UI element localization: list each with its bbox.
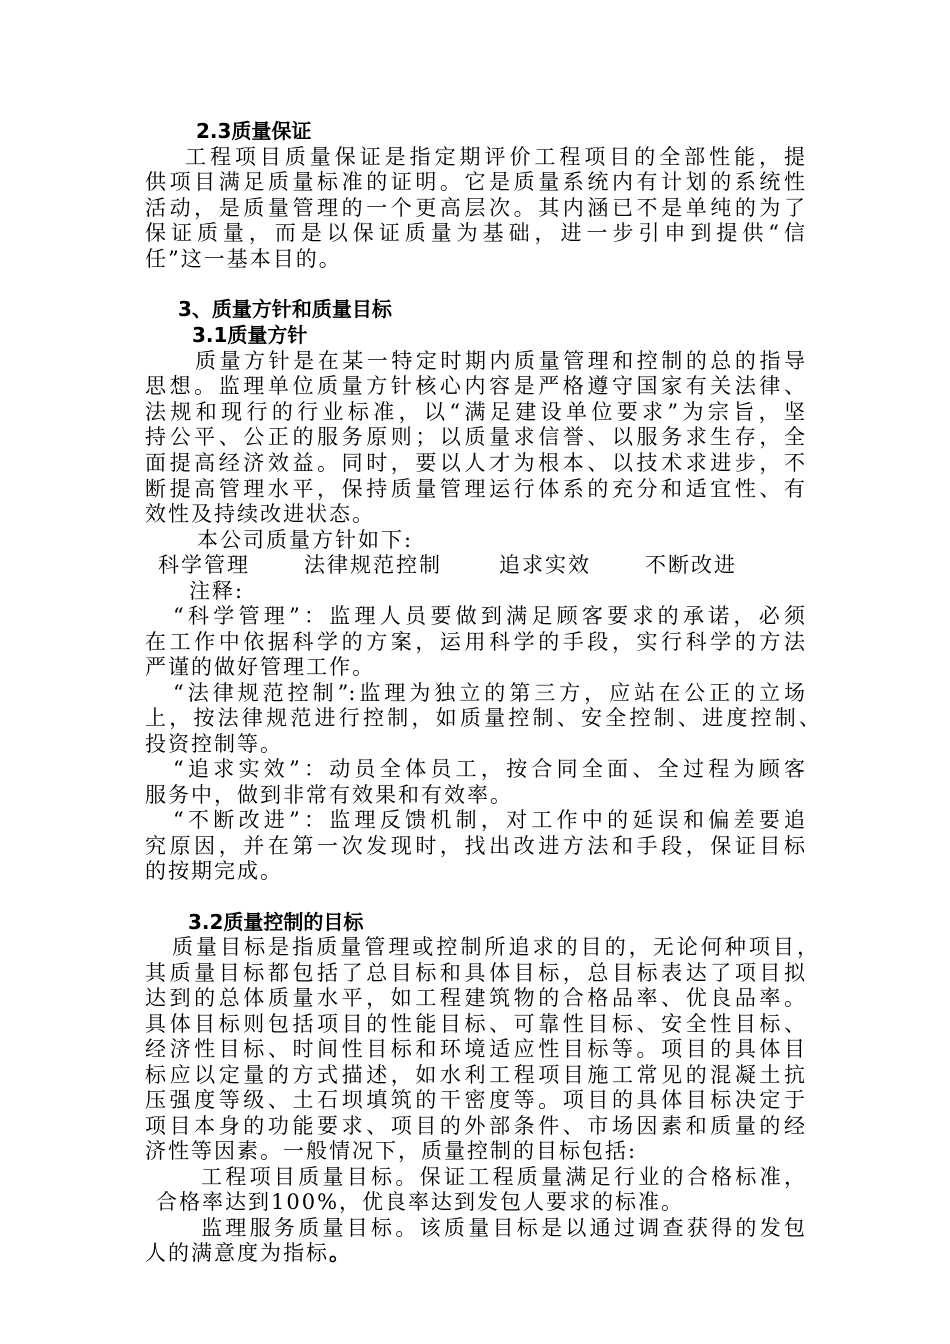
section-3-1-line: 断提高管理水平，保持质量管理运行体系的充分和适宜性、有 [145, 477, 805, 501]
policy-intro: 本公司质量方针如下: [197, 528, 414, 552]
policy-item: 不断改进 [645, 553, 737, 577]
section-3-1-line: 效性及持续改进状态。 [145, 502, 375, 526]
section-3-heading: 3、质量方针和质量目标 [178, 297, 392, 321]
section-3-2-line: 其质量目标都包括了总目标和具体目标，总目标表达了项目拟 [145, 961, 805, 985]
policy-item: 追求实效 [499, 553, 591, 577]
section-3-2-line: 达到的总体质量水平，如工程建筑物的合格品率、优良品率。 [145, 986, 805, 1010]
section-3-1-line: 质量方针是在某一特定时期内质量管理和控制的总的指导 [195, 349, 805, 373]
note-line: “法律规范控制”:监理为独立的第三方，应站在公正的立场 [173, 681, 805, 705]
section-3-1-line: 思想。监理单位质量方针核心内容是严格遵守国家有关法律、 [145, 374, 805, 398]
section-3-2-line: 标应以定量的方式描述，如水利工程项目施工常见的混凝土抗 [145, 1063, 805, 1087]
goal-end-mark: 。 [329, 1240, 352, 1265]
section-2-3-heading: 2.3质量保证 [196, 119, 312, 143]
note-line: 投资控制等。 [145, 732, 283, 756]
note-line: 上，按法律规范进行控制，如质量控制、安全控制、进度控制、 [145, 706, 820, 730]
section-3-1-line: 面提高经济效益。同时，要以人才为根本、以技术求进步，不 [145, 451, 805, 475]
goal-line: 监理服务质量目标。该质量目标是以通过调查获得的发包 [201, 1216, 805, 1240]
notes-label: 注释: [189, 579, 245, 603]
note-line: “不断改进”：监理反馈机制，对工作中的延误和偏差要追 [173, 808, 805, 832]
goal-line: 合格率达到100%，优良率达到发包人要求的标准。 [156, 1190, 685, 1214]
section-3-2-line: 具体目标则包括项目的性能目标、可靠性目标、安全性目标、 [145, 1012, 805, 1036]
note-line: 在工作中依据科学的方案，运用科学的手段，实行科学的方法 [145, 630, 805, 654]
goal-text: 人的满意度为指标 [145, 1241, 329, 1265]
note-line: “追求实效”：动员全体员工，按合同全面、全过程为顾客 [173, 757, 805, 781]
section-3-2-line: 济性等因素。一般情况下，质量控制的目标包括: [145, 1139, 638, 1163]
section-2-3-line: 供项目满足质量标准的证明。它是质量系统内有计划的系统性 [145, 170, 805, 194]
note-line: 严谨的做好管理工作。 [145, 655, 375, 679]
section-2-3-line: 保证质量，而是以保证质量为基础，进一步引申到提供“信 [145, 221, 805, 245]
section-3-1-line: 持公平、公正的服务原则；以质量求信誉、以服务求生存，全 [145, 425, 805, 449]
section-2-3-line: 任”这一基本目的。 [145, 247, 342, 271]
goal-line: 工程项目质量目标。保证工程质量满足行业的合格标准， [201, 1165, 805, 1189]
section-3-1-heading: 3.1质量方针 [192, 323, 308, 347]
policy-item: 科学管理 [158, 553, 250, 577]
section-2-3-line: 工程项目质量保证是指定期评价工程项目的全部性能，提 [185, 145, 805, 169]
section-3-1-line: 法规和现行的行业标准，以“满足建设单位要求”为宗旨，坚 [145, 400, 805, 424]
section-3-2-line: 项目本身的功能要求、项目的外部条件、市场因素和质量的经 [145, 1114, 805, 1138]
section-3-2-line: 质量目标是指质量管理或控制所追求的目的，无论何种项目， [172, 935, 818, 959]
section-2-3-line: 活动，是质量管理的一个更高层次。其内涵已不是单纯的为了 [145, 196, 805, 220]
note-line: “科学管理”：监理人员要做到满足顾客要求的承诺，必须 [173, 604, 805, 628]
goal-line [145, 1240, 352, 1266]
note-line: 服务中，做到非常有效果和有效率。 [145, 783, 513, 807]
policy-item: 法律规范控制 [304, 553, 442, 577]
note-line: 究原因，并在第一次发现时，找出改进方法和手段，保证目标 [145, 834, 805, 858]
section-3-2-line: 压强度等级、土石坝填筑的干密度等。项目的具体目标决定于 [145, 1088, 805, 1112]
section-3-2-line: 经济性目标、时间性目标和环境适应性目标等。项目的具体目 [145, 1037, 805, 1061]
note-line: 的按期完成。 [145, 859, 283, 883]
section-3-2-heading: 3.2质量控制的目标 [188, 910, 364, 934]
